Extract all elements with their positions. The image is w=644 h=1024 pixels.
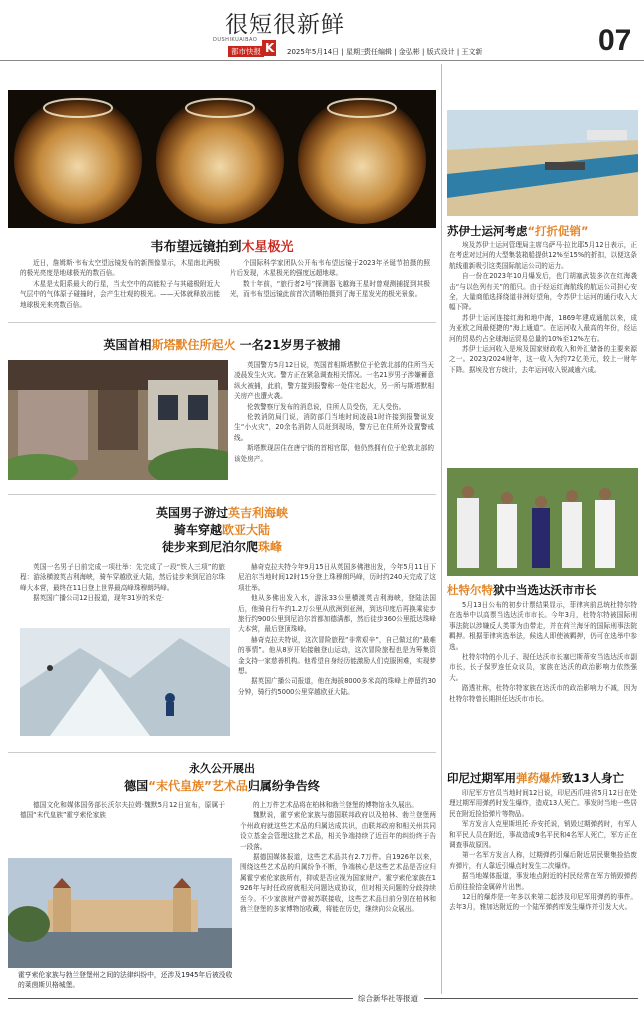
art-photo [8, 858, 232, 968]
footer-rule [8, 998, 353, 999]
section-divider [8, 752, 436, 753]
swim-para: 他从多佛出发入水，游泳33公里横渡英吉利海峡，登陆法国后，他骑自行车约1.2万公里从欧洲到亚洲，到达印度后再换乘徒步旅行约900公里到尼泊尔首都加德满都，然后徒步360公里抵达珠峰大本营，最后登顶珠峰。 [238, 594, 436, 634]
swim-headline-line3: 徒步来到尼泊尔爬珠峰 [161, 540, 283, 554]
climber-image [20, 628, 230, 736]
castle-image [8, 858, 232, 968]
ukfire-headline-pre: 英国首相 [103, 338, 152, 352]
suez-para: 苏伊士运河连接红海和地中海，1869年建成通航以来，成为亚欧之间最便捷的“海上通道”。在运河收入最高的年份，经运河的贸易约占全球海运贸易总量的10%至12%左右。 [449, 313, 637, 343]
swim-para: 据英国广播公司12日报道，现年31岁的米克· [33, 594, 164, 603]
ukfire-headline [8, 336, 436, 353]
jupiter-aurora-image [8, 90, 436, 228]
jupiter-headline-hl: 木星极光 [241, 240, 294, 255]
jupiter-headline-pre: 韦布望远镜拍到 [150, 240, 242, 255]
art-para: 的上万件艺术品将在柏林和勃兰登堡的博物馆永久展出。 [253, 801, 418, 809]
masthead-title: 很短很新鲜 [225, 12, 345, 38]
art-para: 德国文化和媒体国务部长沃尔夫拉姆·魏默5月12日宣布，原属于德国“末代皇族”霍亨索伦家族 [20, 801, 225, 820]
indonesia-para: 12日的爆炸是一年多以来第二起涉及印尼军用弹药的事件。去年3月，雅加达附近的一个陆军弹药库发生爆炸并引发大火。 [449, 893, 637, 912]
suez-headline: 苏伊士运河考虑“打折促销” [447, 224, 589, 238]
duterte-para: 路透社称，杜特尔特家族在达沃市的政治影响力不减，因为杜特尔特曾长期担任达沃市市长。 [449, 684, 637, 703]
jupiter-body-right [230, 258, 430, 300]
section-divider [8, 322, 436, 323]
swim-body-right [238, 562, 436, 697]
indonesia-para: 印尼军方官员当地时间12日说，印尼西爪哇省5月12日在处理过期军用弹药时发生爆炸，造成13人死亡。事发时当地一些居民在附近捡拾弹片等物品。 [449, 789, 637, 818]
art-para: 据德国媒体报道，这些艺术品共有2.7万件。自1926年以来，围绕这些艺术品的归属纷争不断，争端核心是这些艺术品是否应归属霍亨索伦家族所有，抑或是否应视为国家财产。霍亨索伦家族在1926年与时任政府就相关问题达成协议，但对相关问题的分歧持续至今。不少家族财产曾被苏联接收，这些艺术品目前分别在柏林和勃兰登堡的多家博物馆收藏，将能在历史，继续向公众展出。 [240, 853, 436, 914]
duterte-headline: 杜特尔特狱中当选达沃市市长 [447, 583, 597, 597]
swim-para: 赫奇克拉夫特今年9月15日从英国多佛港出发，今年5月11日下尼泊尔当地时间12时15分登上珠穆朗玛峰，历时约240天完成了这项壮举。 [238, 563, 436, 592]
house-image [8, 360, 228, 480]
suez-para: 埃及苏伊士运河管理局主席乌萨马·拉比耶5月12日表示，正在考虑对过河的大型集装箱船提供12%至15%的折扣，以便这条航线重新吸引这类国际航运公司的运力。 [449, 241, 637, 270]
swim-para: 据英国广播公司报道，他在海拔8000多米高的珠峰上停留约30分钟，骑行约5000公里穿越欧亚大陆。 [238, 677, 436, 696]
logo-k-letter: K [265, 41, 275, 55]
swim-headline-line1: 英国男子游过英吉利海峡 [155, 506, 289, 520]
ukfire-headline-hl: 斯塔默住所起火 [151, 338, 236, 352]
ukfire-para: 英国警方5月12日说，英国首相斯塔默位于伦敦北部的住所当天凌晨发生火灾。警方正在紧急调查相关情况。一名21岁男子涉嫌蓄意纵火被捕，此前，警方接到报警称一处住宅起火，另一所与斯塔默相关房产也遭火袭。 [234, 361, 434, 401]
ukfire-body [234, 360, 434, 464]
ukfire-para: 斯塔默现居住在唐宁街的首相官邸，他仍然拥有位于伦敦北部的该处房产。 [234, 444, 434, 463]
swim-headline-line2: 骑车穿越欧亚大陆 [173, 523, 271, 537]
swim-body-left [20, 562, 225, 604]
ukfire-para: 伦敦警察厅发布的消息说，住所人员受伤，无人受伤。 [247, 402, 406, 411]
logo-name: 都市快报 [228, 46, 264, 57]
dateline: 2025年5月14日 | 星期三 [287, 48, 367, 56]
footer-rule [424, 998, 638, 999]
swim-headline [8, 505, 436, 556]
jupiter-photo [8, 90, 436, 228]
editor-credit: 责任编辑 | 金弘彬 | 版式设计 | 王文新 [364, 48, 483, 56]
indonesia-body [449, 788, 637, 913]
duterte-photo [447, 468, 638, 576]
page-number: 07 [598, 24, 632, 57]
ukfire-photo [8, 360, 228, 480]
indonesia-para: 据当地媒体报道，事发地点附近的村民经常在军方销毁弹药后前往捡拾金属碎片出售。 [449, 872, 637, 891]
section-divider [8, 494, 436, 495]
jupiter-para: 个国际科学家团队公开布韦布望远镜于2023年圣诞节拍摄的照片后发现，木星极光的强度远超地球。 [230, 259, 430, 278]
ukfire-para: 伦敦消防局门说，消防部门当地时间凌晨1时许接到报警说发生“小火灾”，20余名消防人员赶到现场，警方已在住所外设置警戒线。 [234, 413, 434, 442]
swim-para: 英国一名男子日前完成一项壮举：先完成了一段“铁人三项”的旅程：游泳横渡英吉利海峡，骑车穿越欧亚大陆，然后徒步来到尼泊尔珠峰大本营，最终在11日登上世界最高峰珠穆朗玛峰。 [20, 563, 225, 592]
suez-para: 自一份在2023年10月爆发后，也门胡塞武装多次在红海袭击“与以色列有关”的船只。由于经运红海航线的航运公司担心安全，大量商船选择绕道非洲好望角，令苏伊士运河的通行收入大幅下降。 [449, 272, 637, 312]
column-divider [441, 64, 442, 994]
footer-source: 综合新华社等报道 [358, 994, 418, 1003]
logo-pinyin: DUSHIKUAIBAO [213, 37, 258, 43]
suez-para: 苏伊士运河收入是埃及国家财政收入和外汇储备的主要来源之一。2023/2024财年，这一收入为约72亿美元，较上一财年下降。据埃及官方统计，去年运河收入锐减逾六成。 [449, 345, 637, 374]
family-image [447, 468, 638, 576]
suez-photo [447, 110, 638, 216]
art-caption: 霍亨索伦家族与勃兰登堡州之间的法律纠纷中，还涉及1945年后被没收的莱茵斯贝格城堡。 [18, 971, 233, 989]
masthead-divider [0, 60, 644, 61]
jupiter-para: 近日，詹姆斯·韦布太空望远镜发布的新图像显示，木星南北两极的极光亮度是地球极光的数百倍。 [20, 259, 220, 278]
suez-body [449, 240, 637, 375]
ukfire-headline-post: 一名21岁男子被捕 [235, 338, 341, 352]
canal-image [447, 110, 638, 216]
jupiter-para: 木星是太阳系最大的行星，当太空中的高能粒子与其磁极附近大气层中的气体原子碰撞时，会产生壮观的极光。——天体就释放出能地球极光来亮数百倍。 [20, 279, 220, 309]
art-headline: 德国“末代皇族”艺术品归属纷争告终 [124, 779, 320, 793]
jupiter-para: 数十年前，“旅行者2号”探测器飞越海王星时曾观测捕捉到其极光，而韦布望远镜此前首次清晰拍摄到了海王星发光的极光景象。 [230, 279, 430, 299]
art-body-right [240, 800, 436, 914]
swim-photo [20, 628, 230, 736]
duterte-para: 5月13日公布的初步计票结果显示，菲律宾前总统杜特尔特在选举中以高票当选达沃市市长。今年3月，杜特尔特被国际刑事法院以涉嫌反人类罪为由带走，并在荷兰海牙的国际刑事法院羁押。根据菲律宾选举法，候选人即使被羁押，仍可在选举中参选。 [449, 601, 637, 651]
art-body-left [20, 800, 225, 821]
art-kicker: 永久公开展出 [189, 762, 255, 775]
duterte-body [449, 600, 637, 704]
indonesia-para: 军方发言人克里斯坦托·乔安托说，销毁过期弹药时，有军人和平民人员在附近，事故造成9名平民和4名军人死亡，军方正在调查事故原因。 [449, 820, 637, 850]
swim-para: 赫奇克拉夫特说，这次冒险旅程“非常艰辛”，自己做过的“最难的事情”。他从8岁开始接触登山运动，这次冒险旅程也是为筹集资金支持一家慈善机构。他希望自身经历能激励人们克服困难，实现梦想。 [238, 635, 436, 676]
duterte-para: 杜特尔特的小儿子、现任达沃市长塞巴斯蒂安当选达沃市副市长，长子保罗连任众议员，家族在达沃的政治影响力依然强大。 [449, 653, 637, 682]
jupiter-headline [8, 236, 436, 255]
indonesia-para: 第一名军方发言人称，过期弹药引爆后附近居民聚集捡拾废弃弹片，有人靠近引爆点时发生二次爆炸。 [449, 851, 637, 870]
indonesia-headline: 印尼过期军用弹药爆炸致13人身亡 [447, 771, 625, 785]
art-para: 魏默说，霍亨索伦家族与德国联邦政府以及柏林、勃兰登堡两个州政府就这些艺术品的归属达成共识，由联邦政府和相关州共同设立基金会管理这批艺术品，相关争端持续了近百年的纠纷终于告一段落。 [240, 811, 436, 851]
jupiter-body-left [20, 258, 220, 310]
